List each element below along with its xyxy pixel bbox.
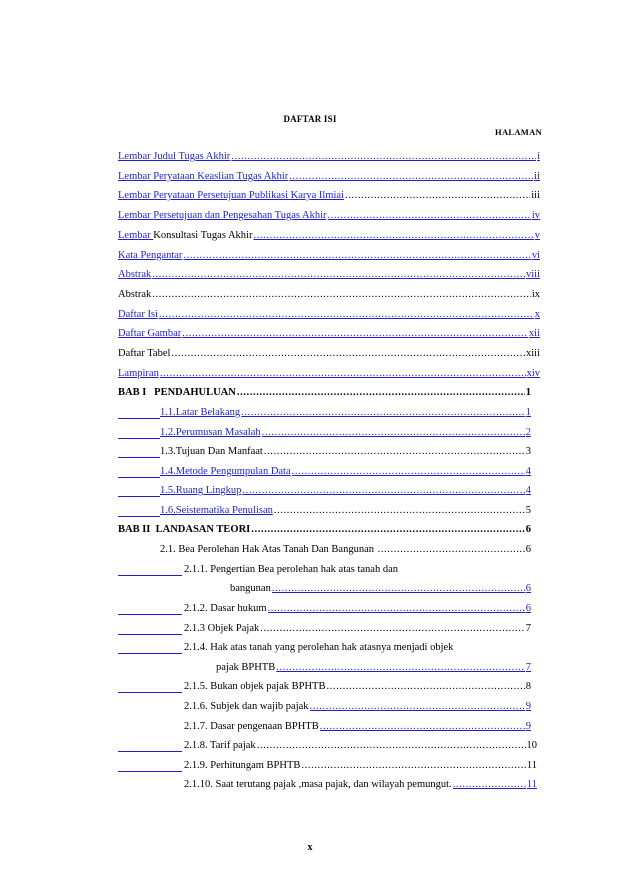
- toc-entry-line: 2.1.1. Pengertian Bea perolehan hak atas tanah dan: [184, 564, 399, 575]
- toc-entry[interactable]: pajak BPHTB ..... 7: [216, 661, 531, 674]
- toc-entry: Daftar Tabel ..... xiii: [118, 347, 540, 360]
- toc-entry[interactable]: Lampiran ..... xiv: [118, 367, 540, 380]
- halaman-header: HALAMAN: [495, 127, 542, 137]
- toc-entry[interactable]: 1.1.Latar Belakang ..... 1: [160, 406, 531, 419]
- toc-entry[interactable]: Abstrak ..... viii: [118, 268, 540, 281]
- toc-entry[interactable]: Lembar Peryataan Keaslian Tugas Akhir ..... ii: [118, 170, 540, 183]
- toc-entry[interactable]: Kata Pengantar ..... vi: [118, 249, 540, 262]
- chapter-heading: BAB II LANDASAN TEORI ..... 6: [118, 523, 531, 536]
- toc-entry: Abstrak ..... ix: [118, 288, 540, 301]
- toc-entry: 2.1.9. Perhitungam BPHTB ..... 11: [184, 759, 537, 772]
- page-number: x: [307, 842, 313, 853]
- toc-entry[interactable]: 2.1.7. Dasar pengenaan BPHTB ..... 9: [184, 720, 531, 733]
- toc-entry[interactable]: 1.2.Perumusan Masalah ..... 2: [160, 426, 531, 439]
- page-title: DAFTAR ISI: [283, 114, 337, 124]
- toc-entry[interactable]: Daftar Gambar ..... xii: [118, 327, 540, 340]
- toc-entry: 2.1.5. Bukan objek pajak BPHTB ..... 8: [184, 680, 531, 693]
- toc-entry[interactable]: Lembar Persetujuan dan Pengesahan Tugas Akhir ..... iv: [118, 209, 540, 222]
- toc-entry[interactable]: 2.1.10. Saat terutang pajak ,masa pajak, dan wilayah pemungut. ..... 11: [184, 778, 537, 791]
- toc-entry[interactable]: Lembar Judul Tugas Akhir ..... i: [118, 150, 540, 163]
- toc-entry[interactable]: Daftar Isi ..... x: [118, 308, 540, 321]
- toc-entry-line: 2.1.4. Hak atas tanah yang perolehan hak atasnya menjadi objek: [184, 642, 454, 653]
- toc-entry[interactable]: 2.1.6. Subjek dan wajib pajak ..... 9: [184, 700, 531, 713]
- toc-entry[interactable]: 1.4.Metode Pengumpulan Data ..... 4: [160, 465, 531, 478]
- toc-entry: 1.6.Seistematika Penulisan ..... 5: [160, 504, 531, 517]
- toc-entry[interactable]: bangunan ..... 6: [230, 582, 531, 595]
- toc-entry: 2.1. Bea Perolehan Hak Atas Tanah Dan Bangunan ..... 6: [160, 543, 531, 556]
- chapter-heading: BAB I PENDAHULUAN ..... 1: [118, 386, 531, 399]
- toc-entry[interactable]: 1.5.Ruang Lingkup ..... 4: [160, 484, 531, 497]
- toc-entry[interactable]: 2.1.2. Dasar hukum ..... 6: [184, 602, 531, 615]
- toc-entry: 1.3.Tujuan Dan Manfaat ..... 3: [160, 445, 531, 458]
- toc-entry[interactable]: Lembar Peryataan Persetujuan Publikasi Karya Ilmiai ..... iii: [118, 189, 540, 202]
- toc-entry: 2.1.8. Tarif pajak ..... 10: [184, 739, 537, 752]
- toc-entry: 2.1.3 Objek Pajak ..... 7: [184, 622, 531, 635]
- toc-entry[interactable]: Lembar Konsultasi Tugas Akhir ..... v: [118, 229, 540, 242]
